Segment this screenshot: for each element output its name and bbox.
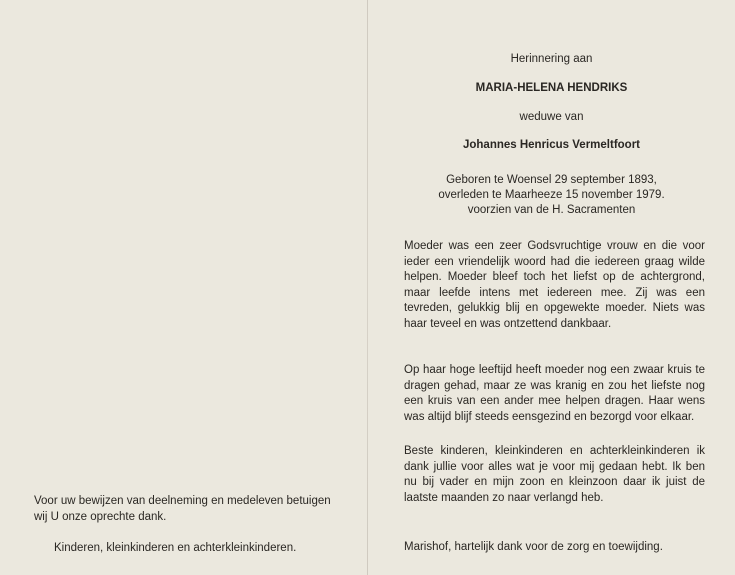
paragraph-4	[404, 540, 705, 556]
thanks-text: Voor uw bewijzen van deelneming en medeleven betuigen wij U onze oprechte dank.	[34, 495, 331, 523]
deceased-name: MARIA-HELENA HENDRIKS	[475, 82, 628, 94]
paragraph-2	[404, 363, 705, 425]
born-line: Geboren te Woensel 29 september 1893,	[446, 174, 657, 186]
paragraph-2-text: Op haar hoge leeftijd heeft moeder nog een zwaar kruis te dragen gehad, maar ze was kranig en zou het liefste nog een kruis van een ander mee helpen dragen. Haar wens was altijd blijf steeds eensgezind en bezorgd voor elkaar.	[404, 364, 705, 423]
paragraph-3	[404, 444, 705, 506]
husband-name: Johannes Henricus Vermeltfoort	[462, 139, 641, 151]
widow-of-line: weduwe van	[519, 111, 584, 123]
left-panel	[0, 0, 367, 575]
paragraph-1	[404, 239, 705, 332]
died-line: overleden te Maarheeze 15 november 1979.	[438, 189, 665, 201]
sacraments-line: voorzien van de H. Sacramenten	[467, 204, 636, 216]
paragraph-1-text: Moeder was een zeer Godsvruchtige vrouw en die voor ieder een vriendelijk woord had die iedereen graag wilde helpen. Moeder bleef toch het liefst op de achtergrond, maar leefde intens met iedereen mee. Zij was een tevreden, gelukkig blij en opgewekte moeder. Niets was haar teveel en was ontzettend dankbaar.	[404, 240, 705, 330]
right-panel	[368, 0, 735, 575]
paragraph-3-text: Beste kinderen, kleinkinderen en achterkleinkinderen ik dank jullie voor alles wat je voor mij gedaan hebt. Ik ben nu bij vader en mijn zoon en kleinzoon daar ik juist de laatste maanden zo naar verlangd heb.	[404, 445, 705, 504]
paragraph-4-text: Marishof, hartelijk dank voor de zorg en toewijding.	[404, 541, 663, 553]
signature-text: Kinderen, kleinkinderen en achterkleinkinderen.	[54, 542, 297, 554]
intro-line: Herinnering aan	[510, 53, 593, 65]
